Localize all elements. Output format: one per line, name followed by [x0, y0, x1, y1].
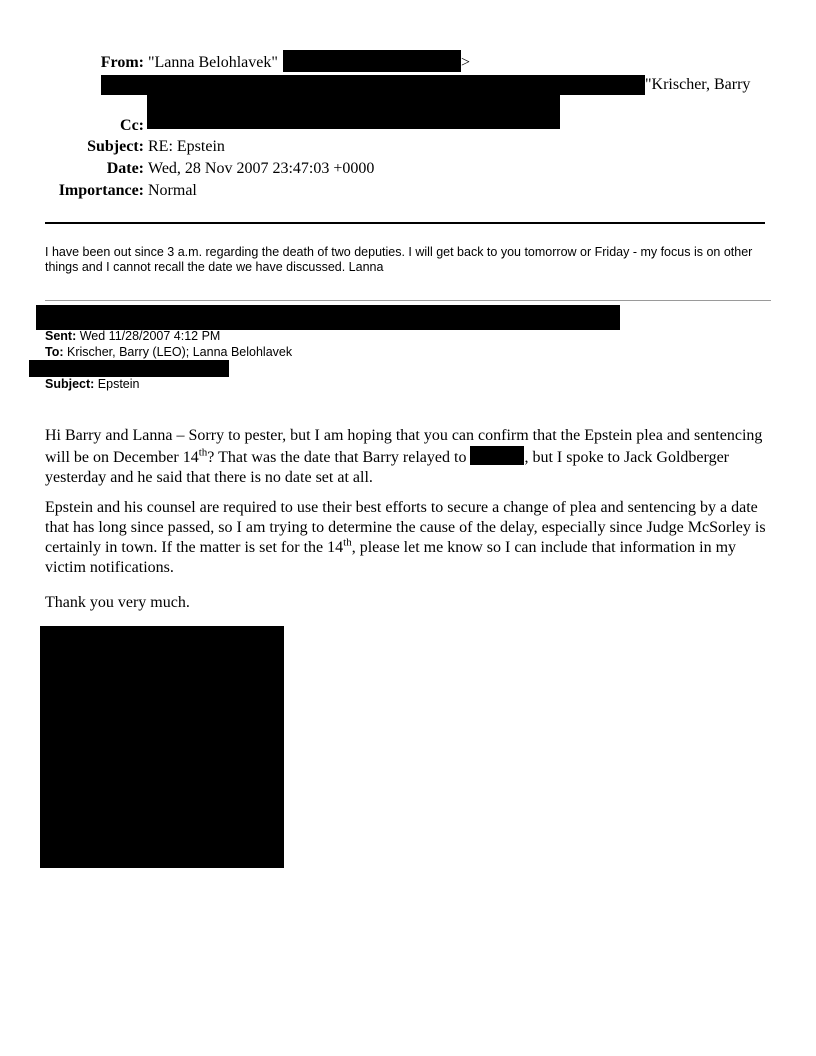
original-subject-label: Subject: [45, 377, 95, 391]
from-value: "Lanna Belohlavek" [148, 54, 278, 71]
body-text: , but I spoke to Jack Goldberger yesterday and he said that there is no date set at all. [45, 449, 729, 486]
quoted-message-divider [45, 300, 771, 301]
body-paragraph-1 [45, 426, 775, 488]
from-label: From: [100, 54, 144, 71]
to-label: To: [45, 345, 64, 359]
to-recipient-tail: "Krischer, Barry [645, 76, 751, 93]
sent-label: Sent: [45, 329, 77, 343]
sent-value: Wed 11/28/2007 4:12 PM [79, 329, 221, 343]
importance-value: Normal [148, 182, 197, 199]
sent-line [45, 328, 220, 344]
to-line [45, 344, 292, 360]
redaction-block [29, 360, 229, 377]
redaction-block [147, 95, 560, 129]
date-label: Date: [106, 160, 144, 177]
from-tail: > [461, 54, 471, 71]
importance-label: Importance: [58, 182, 144, 199]
body-paragraph-3: Thank you very much. [45, 594, 190, 611]
redaction-block [101, 75, 645, 95]
body-text: Hi Barry and Lanna – Sorry to pester, but I am hoping that you can confirm that the Epstein plea and sentencing will be on December 14 [45, 427, 763, 466]
ordinal-suffix: th [343, 536, 352, 549]
cc-label: Cc: [120, 117, 144, 134]
to-value: Krischer, Barry (LEO); Lanna Belohlavek [67, 345, 293, 359]
subject-value: RE: Epstein [148, 138, 225, 155]
signature-redaction [40, 626, 284, 868]
redaction-block [283, 50, 461, 72]
original-subject-value: Epstein [97, 377, 140, 391]
body-paragraph-2 [45, 498, 775, 578]
redaction-block [36, 305, 620, 330]
body-text: ? That was the date that Barry relayed to [207, 449, 471, 466]
redaction-block [470, 446, 524, 465]
reply-text: I have been out since 3 a.m. regarding the death of two deputies. I will get back to you tomorrow or Friday - my focus is on other things and I cannot recall the date we have discussed. Lanna [45, 245, 753, 274]
body-text: , please let me know so I can include that information in my victim notifications. [45, 539, 737, 576]
date-value: Wed, 28 Nov 2007 23:47:03 +0000 [148, 160, 375, 177]
body-text: Epstein and his counsel are required to use their best efforts to secure a change of plea and sentencing by a date that has long since passed, so I am trying to determine the cause of the delay, especially since Judge McSorley is certainly in town. If the matter is set for the 14 [45, 499, 766, 556]
header-divider [45, 222, 765, 224]
subject-label: Subject: [87, 138, 144, 155]
original-subject-line [45, 376, 140, 392]
ordinal-suffix: th [198, 446, 208, 459]
